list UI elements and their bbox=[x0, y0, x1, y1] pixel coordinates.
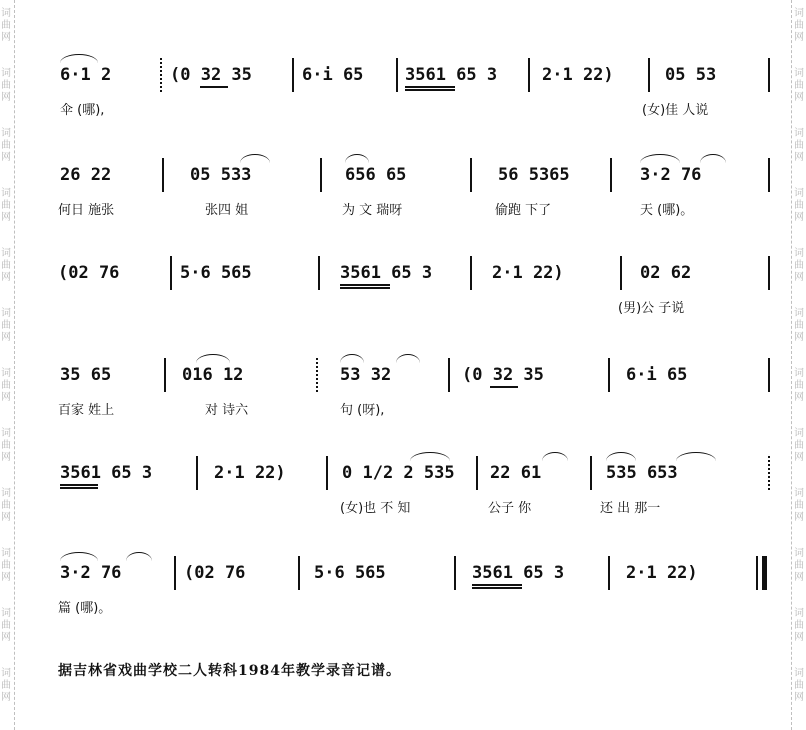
measure-notes: 0 1/2 2 535 bbox=[342, 463, 455, 483]
barline bbox=[528, 58, 530, 92]
slur-mark bbox=[60, 54, 98, 63]
measure-notes: 02 62 bbox=[640, 263, 692, 283]
lyric-line: 篇 (哪)。 bbox=[58, 601, 112, 616]
score-system-6 bbox=[0, 558, 806, 658]
measure-notes: 3561 65 3 bbox=[60, 463, 153, 483]
watermark-text: 词曲网 bbox=[1, 248, 11, 283]
barline bbox=[318, 256, 320, 290]
watermark-text: 词曲网 bbox=[794, 428, 804, 463]
barline bbox=[476, 456, 478, 490]
lyric-line: 偷跑 下了 bbox=[495, 203, 552, 218]
barline bbox=[756, 556, 758, 590]
measure-notes: (02 76 bbox=[184, 563, 246, 583]
barline bbox=[316, 358, 318, 392]
lyric-line: 天 (哪)。 bbox=[640, 203, 694, 218]
barline bbox=[608, 358, 610, 392]
score-system-1 bbox=[0, 60, 806, 160]
measure-notes: (0 32 35 bbox=[170, 65, 252, 85]
lyric-line: 何日 施张 bbox=[58, 203, 115, 218]
barline bbox=[470, 158, 472, 192]
lyric-line: 百家 姓上 bbox=[58, 403, 115, 418]
barline bbox=[320, 158, 322, 192]
watermark-text: 词曲网 bbox=[1, 8, 11, 43]
barline bbox=[768, 58, 770, 92]
beam-underline bbox=[405, 86, 455, 88]
watermark-text: 词曲网 bbox=[794, 488, 804, 523]
measure-notes: 016 12 bbox=[182, 365, 244, 385]
lyric-line: 句 (呀), bbox=[340, 403, 385, 418]
lyric-line: (女)佳 人说 bbox=[642, 103, 709, 118]
measure-notes: 2·1 22) bbox=[542, 65, 614, 85]
barline bbox=[610, 158, 612, 192]
watermark-text: 词曲网 bbox=[794, 128, 804, 163]
barline bbox=[768, 456, 770, 490]
measure-notes: 2·1 22) bbox=[492, 263, 564, 283]
watermark-text: 词曲网 bbox=[794, 668, 804, 703]
watermark-text: 词曲网 bbox=[794, 548, 804, 583]
measure-notes: 35 65 bbox=[60, 365, 112, 385]
barline bbox=[164, 358, 166, 392]
lyric-line: 对 诗六 bbox=[205, 403, 249, 418]
barline bbox=[620, 256, 622, 290]
lyric-line: (女)也 不 知 bbox=[340, 501, 411, 516]
watermark-text: 词曲网 bbox=[1, 308, 11, 343]
watermark-text: 词曲网 bbox=[1, 488, 11, 523]
beam-underline bbox=[472, 587, 522, 589]
watermark-text: 词曲网 bbox=[1, 68, 11, 103]
measure-notes: 5·6 565 bbox=[180, 263, 252, 283]
watermark-text: 词曲网 bbox=[1, 548, 11, 583]
beam-underline bbox=[490, 386, 518, 388]
lyric-line: 公子 你 bbox=[488, 501, 532, 516]
measure-notes: (02 76 bbox=[58, 263, 120, 283]
score-system-4 bbox=[0, 360, 806, 460]
measure-notes: 535 653 bbox=[606, 463, 678, 483]
beam-underline bbox=[340, 287, 390, 289]
measure-notes: 3·2 76 bbox=[60, 563, 122, 583]
measure-notes: 656 65 bbox=[345, 165, 407, 185]
barline bbox=[170, 256, 172, 290]
watermark-text: 词曲网 bbox=[794, 368, 804, 403]
barline bbox=[768, 256, 770, 290]
measure-notes: 56 5365 bbox=[498, 165, 570, 185]
measure-notes: 26 22 bbox=[60, 165, 112, 185]
barline bbox=[174, 556, 176, 590]
barline bbox=[448, 358, 450, 392]
watermark-text: 词曲网 bbox=[794, 248, 804, 283]
measure-notes: 6·i 65 bbox=[302, 65, 364, 85]
measure-notes: 22 61 bbox=[490, 463, 542, 483]
lyric-line: 还 出 那一 bbox=[600, 501, 661, 516]
measure-notes: 3·2 76 bbox=[640, 165, 702, 185]
barline bbox=[160, 58, 162, 92]
measure-notes: 53 32 bbox=[340, 365, 392, 385]
watermark-text: 词曲网 bbox=[1, 368, 11, 403]
beam-underline bbox=[405, 89, 455, 91]
beam-underline bbox=[340, 284, 390, 286]
watermark-text: 词曲网 bbox=[794, 188, 804, 223]
barline bbox=[590, 456, 592, 490]
barline bbox=[768, 358, 770, 392]
watermark-text: 词曲网 bbox=[1, 128, 11, 163]
barline bbox=[470, 256, 472, 290]
measure-notes: 6·1 2 bbox=[60, 65, 112, 85]
measure-notes: (0 32 35 bbox=[462, 365, 544, 385]
measure-notes: 6·i 65 bbox=[626, 365, 688, 385]
barline bbox=[608, 556, 610, 590]
score-system-2 bbox=[0, 160, 806, 260]
watermark-text: 词曲网 bbox=[1, 608, 11, 643]
score-system-3 bbox=[0, 258, 806, 358]
score-system-5 bbox=[0, 458, 806, 558]
barline bbox=[292, 58, 294, 92]
lyric-line: 伞 (哪), bbox=[60, 103, 105, 118]
lyric-line: 为 文 瑞呀 bbox=[342, 203, 403, 218]
measure-notes: 05 533 bbox=[190, 165, 252, 185]
watermark-text: 词曲网 bbox=[794, 8, 804, 43]
beam-underline bbox=[472, 584, 522, 586]
watermark-text: 词曲网 bbox=[1, 668, 11, 703]
watermark-text: 词曲网 bbox=[1, 428, 11, 463]
measure-notes: 3561 65 3 bbox=[472, 563, 565, 583]
beam-underline bbox=[60, 487, 98, 489]
barline bbox=[162, 158, 164, 192]
measure-notes: 05 53 bbox=[665, 65, 717, 85]
lyric-line: (男)公 子说 bbox=[618, 301, 685, 316]
measure-notes: 3561 65 3 bbox=[405, 65, 498, 85]
final-barline bbox=[762, 556, 767, 590]
barline bbox=[326, 456, 328, 490]
barline bbox=[454, 556, 456, 590]
barline bbox=[768, 158, 770, 192]
watermark-text: 词曲网 bbox=[1, 188, 11, 223]
barline bbox=[298, 556, 300, 590]
watermark-text: 词曲网 bbox=[794, 68, 804, 103]
measure-notes: 2·1 22) bbox=[214, 463, 286, 483]
beam-underline bbox=[200, 86, 228, 88]
barline bbox=[196, 456, 198, 490]
watermark-text: 词曲网 bbox=[794, 308, 804, 343]
measure-notes: 2·1 22) bbox=[626, 563, 698, 583]
lyric-line: 张四 姐 bbox=[205, 203, 249, 218]
measure-notes: 3561 65 3 bbox=[340, 263, 433, 283]
beam-underline bbox=[60, 484, 98, 486]
barline bbox=[396, 58, 398, 92]
watermark-text: 词曲网 bbox=[794, 608, 804, 643]
measure-notes: 5·6 565 bbox=[314, 563, 386, 583]
source-footnote: 据吉林省戏曲学校二人转科1984年教学录音记谱。 bbox=[58, 663, 401, 679]
barline bbox=[648, 58, 650, 92]
